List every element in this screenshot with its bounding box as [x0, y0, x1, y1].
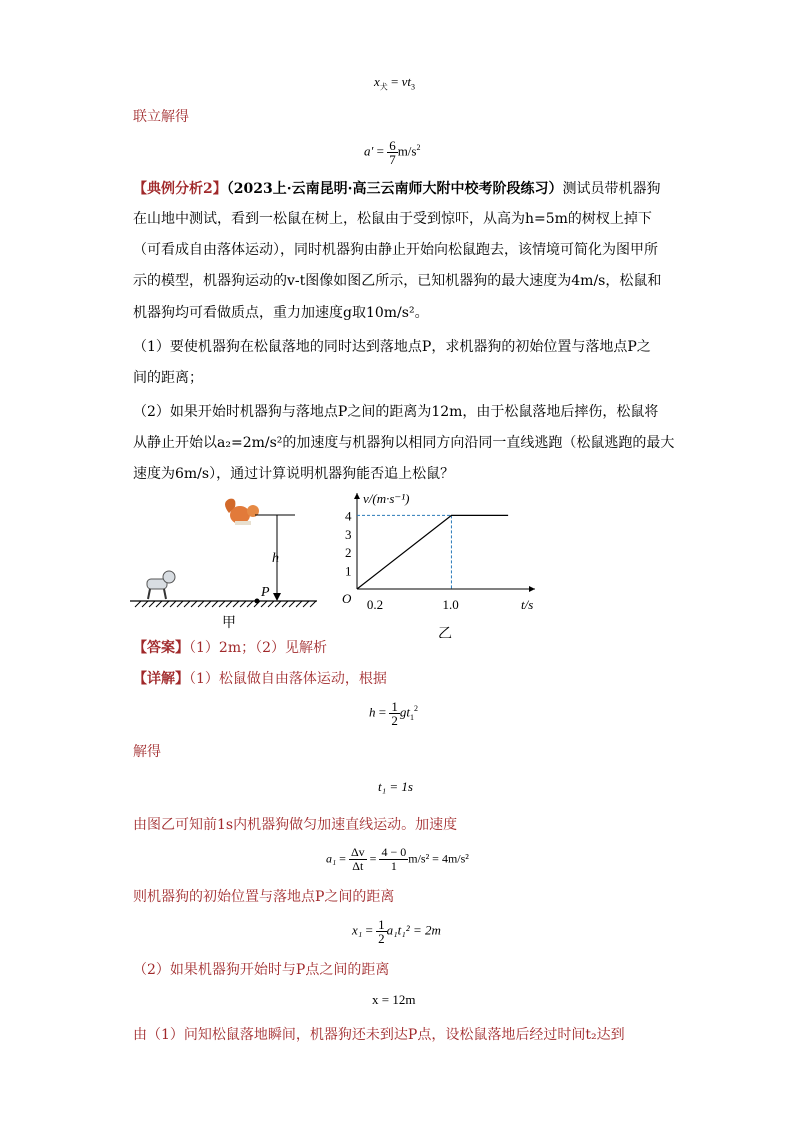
ground-hatch — [135, 601, 316, 607]
p-label: P — [261, 585, 270, 600]
figure-caption-yi: 乙 — [438, 627, 452, 638]
hatch-mark — [240, 601, 246, 607]
x-axis-arrow — [529, 586, 535, 592]
formula-x-dog: $x_犬 = vt_3$ — [374, 74, 416, 92]
detail-tag: 【详解】 — [133, 671, 189, 687]
detail-line — [133, 669, 387, 689]
vt-chart — [335, 483, 555, 638]
answer-tag: 【答案】 — [133, 640, 189, 656]
hatch-mark — [205, 601, 211, 607]
question-1: （1）要使机器狗在松鼠落地的同时达到落地点P，求机器狗的初始位置与落地点P之 — [133, 339, 651, 355]
answer-line — [133, 638, 327, 658]
x-axis-label: t/s — [521, 597, 534, 612]
solve-label: 联立解得 — [133, 109, 189, 125]
formula-h: h = $\frac{1}{2}$ $gt_1^2$ — [369, 699, 418, 728]
series-line — [357, 515, 508, 589]
y-axis-arrow — [354, 493, 360, 499]
hatch-mark — [275, 601, 281, 607]
y-tick-label: 2 — [345, 545, 352, 561]
robot-dog-icon — [147, 571, 175, 599]
text-line: （2）如果机器狗开始时与P点之间的距离 — [133, 962, 390, 978]
hatch-mark — [268, 601, 274, 607]
x-tick-label: 0.2 — [366, 597, 384, 612]
y-tick-label: 3 — [345, 526, 352, 542]
formula-x1: x₁ = $\frac{1}{2}$ a₁t₁² = 2m — [352, 917, 441, 946]
hatch-mark — [184, 601, 190, 607]
question-1-cont: 间的距离； — [133, 370, 203, 386]
hatch-mark — [149, 601, 155, 607]
question-2: （2）如果开始时机器狗与落地点P之间的距离为12m，由于松鼠落地后摔伤，松鼠将 — [133, 404, 659, 420]
answer-text: （1）2m；（2）见解析 — [189, 640, 327, 656]
formula-a-prime: a′ = $\frac{6}{7}$ $m/s^2$ — [364, 138, 421, 167]
y-tick-label: 1 — [345, 563, 352, 579]
hatch-mark — [212, 601, 218, 607]
example-source: （2023上·云南昆明·高三云南师大附中校考阶段练习） — [226, 181, 563, 197]
hatch-mark — [170, 601, 176, 607]
hatch-mark — [177, 601, 183, 607]
example-tag: 【典例分析2】 — [133, 181, 227, 197]
example-line: 机器狗均可看做质点，重力加速度g取10m/s²。 — [133, 305, 429, 321]
origin-label: O — [342, 591, 352, 606]
hatch-mark — [156, 601, 162, 607]
y-axis-label: v/(m·s⁻¹) — [363, 491, 410, 506]
hatch-mark — [226, 601, 232, 607]
text-line: 由图乙可知前1s内机器狗做匀加速直线运动。加速度 — [133, 817, 458, 833]
hatch-mark — [247, 601, 253, 607]
hatch-mark — [289, 601, 295, 607]
hatch-mark — [282, 601, 288, 607]
formula-a1: a₁ = $\frac{\Delta v}{\Delta t}$ = $\frac{4 - 0}{1}$ m/s² = 4m/s² — [326, 845, 469, 873]
y-tick-label: 4 — [345, 508, 352, 524]
hatch-mark — [296, 601, 302, 607]
example-line: 在山地中测试，看到一松鼠在树上，松鼠由于受到惊吓，从高为h=5m的树杈上掉下 — [133, 211, 652, 227]
text-line: 由（1）问知松鼠落地瞬间，机器狗还未到达P点，设松鼠落地后经过时间t₂达到 — [133, 1027, 625, 1043]
hatch-mark — [261, 601, 267, 607]
formula-t1: t₁ = 1s — [378, 779, 413, 794]
example-line: 示的模型，机器狗运动的v-t图像如图乙所示，已知机器狗的最大速度为4m/s，松鼠和 — [133, 273, 662, 289]
figure-jia — [125, 495, 325, 635]
hatch-mark — [310, 601, 316, 607]
hatch-mark — [219, 601, 225, 607]
hatch-mark — [163, 601, 169, 607]
h-label: h — [272, 551, 279, 566]
detail-text: （1）松鼠做自由落体运动，根据 — [189, 671, 387, 687]
example-line: （可看成自由落体运动），同时机器狗由静止开始向松鼠跑去，该情境可简化为图甲所 — [133, 242, 658, 258]
example-header: 【典例分析2】（2023上·云南昆明·高三云南师大附中校考阶段练习）测试员带机器狗 — [133, 181, 661, 197]
x-tick-label: 1.0 — [442, 597, 459, 612]
question-2-cont: 从静止开始以a₂=2m/s²的加速度与机器狗以相同方向沿同一直线逃跑（松鼠逃跑的最大 — [133, 435, 675, 451]
hatch-mark — [303, 601, 309, 607]
text-line: 则机器狗的初始位置与落地点P之间的距离 — [133, 889, 395, 905]
question-2-cont: 速度为6m/s），通过计算说明机器狗能否追上松鼠？ — [133, 466, 455, 482]
squirrel-icon — [225, 499, 259, 525]
figure-caption-jia: 甲 — [222, 616, 236, 631]
hatch-mark — [233, 601, 239, 607]
hatch-mark — [135, 601, 141, 607]
formula-x: x = 12m — [372, 992, 416, 1007]
solve-label: 解得 — [133, 744, 161, 760]
hatch-mark — [198, 601, 204, 607]
hatch-mark — [142, 601, 148, 607]
hatch-mark — [191, 601, 197, 607]
